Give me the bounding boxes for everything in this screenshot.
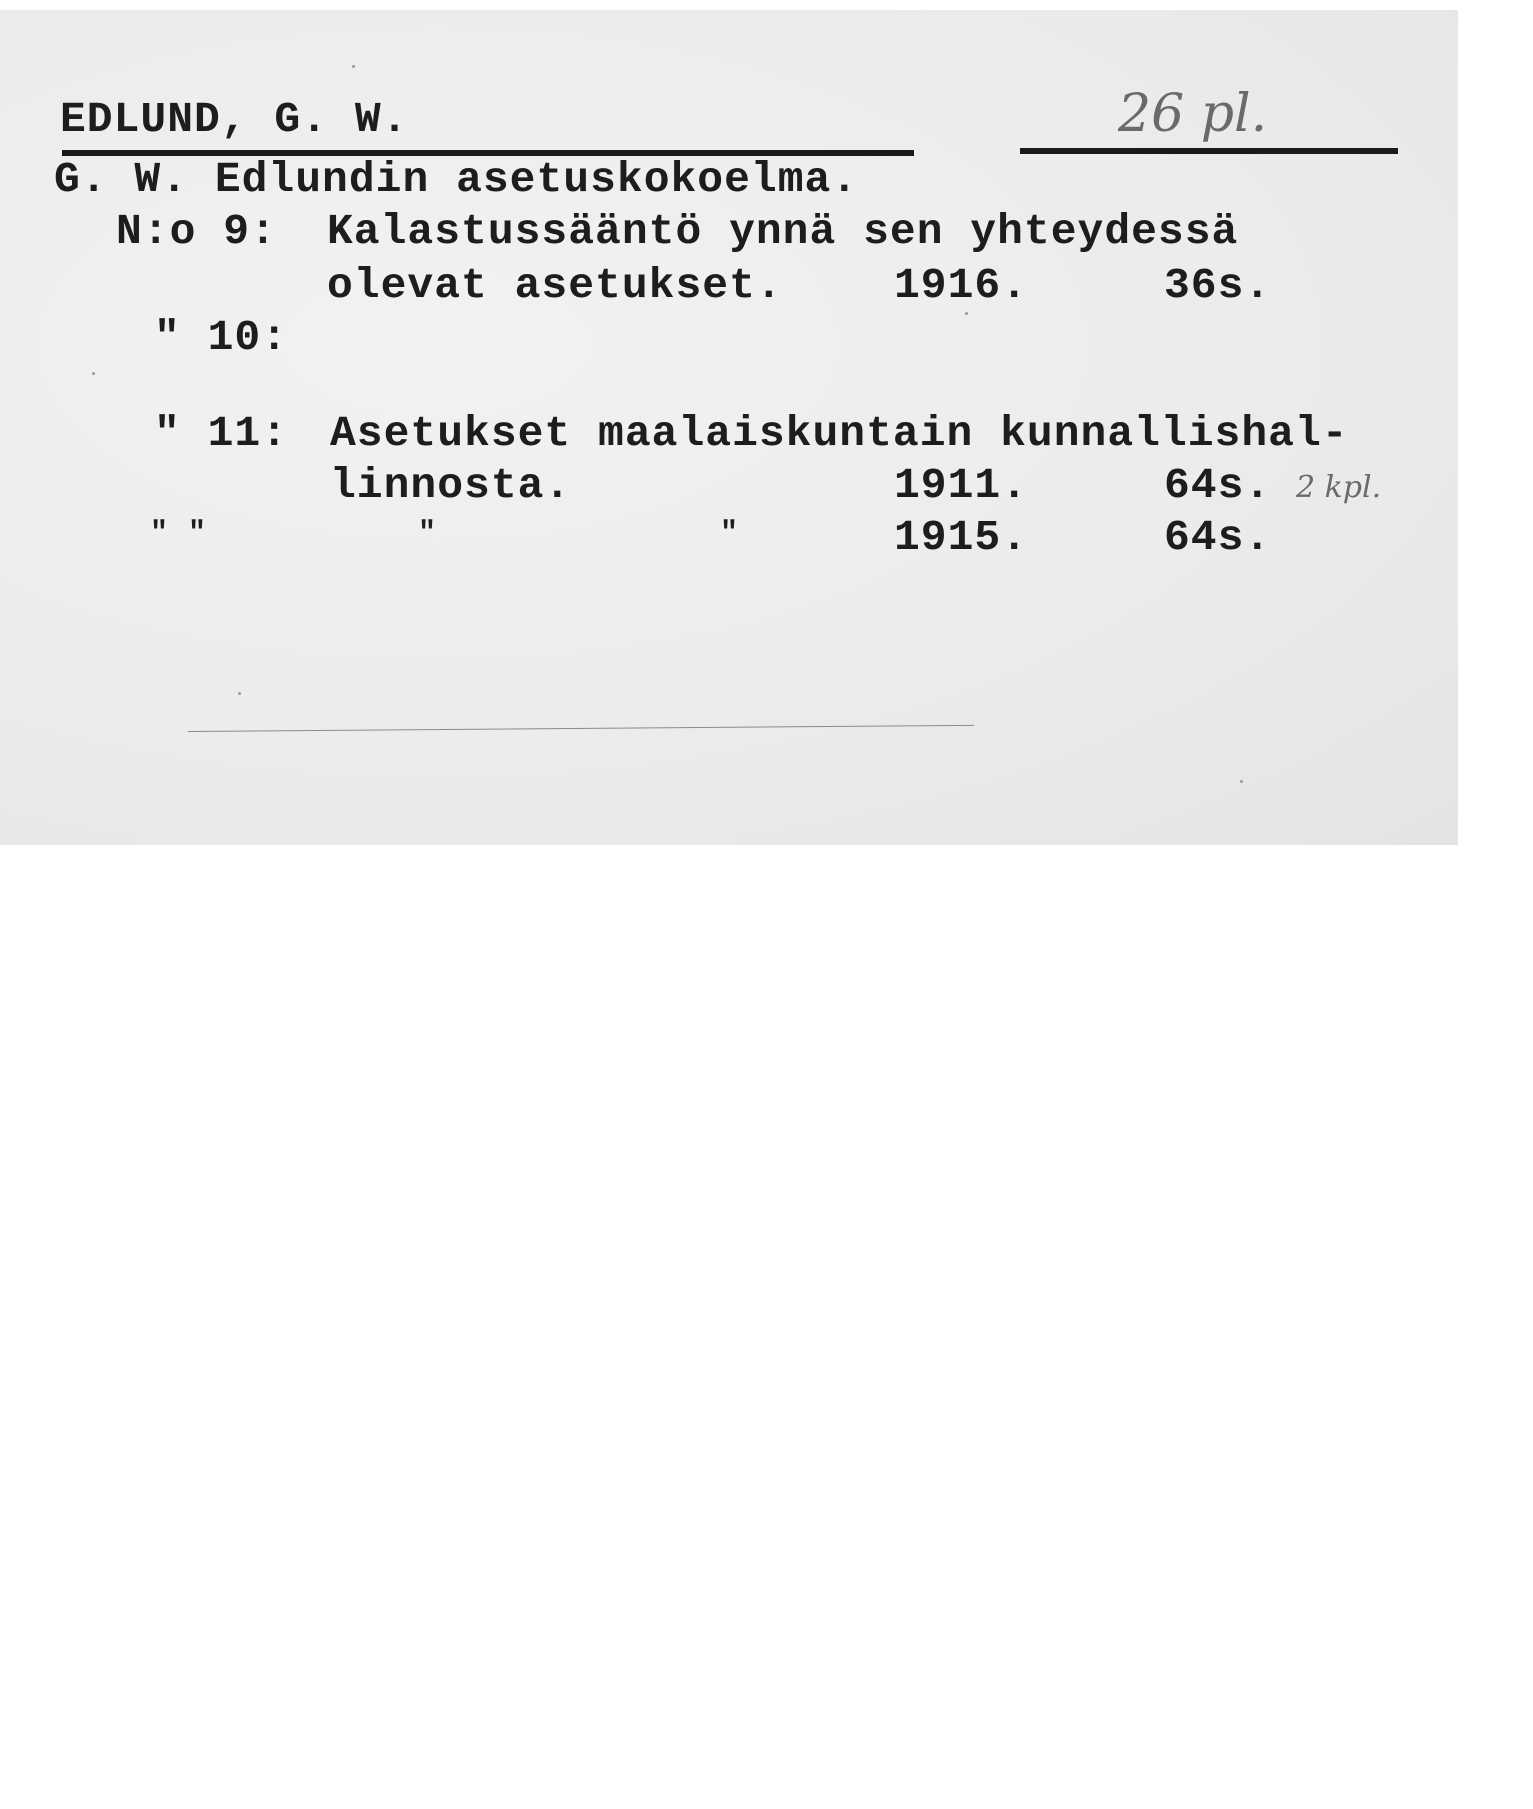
entry-11-pages: 64s.	[1164, 461, 1272, 510]
entry-11-number: " 11:	[154, 409, 289, 458]
entry-ditto-pages: 64s.	[1164, 513, 1272, 562]
entry-11-title-line2: linnosta.	[330, 461, 572, 510]
speck	[92, 372, 95, 375]
entry-9-number: N:o 9:	[116, 207, 277, 256]
entry-ditto-number: " "	[150, 517, 208, 551]
card-heading: EDLUND, G. W.	[60, 95, 409, 144]
speck	[352, 65, 355, 68]
entry-ditto-title: "	[418, 517, 438, 551]
call-number-underline	[1020, 148, 1398, 154]
speck	[1240, 780, 1243, 783]
speck	[238, 692, 241, 695]
call-number: 26 pl.	[1118, 84, 1268, 144]
entry-10-number: " 10:	[154, 313, 289, 362]
entry-11-title-line1: Asetukset maalaiskuntain kunnallishal-	[330, 409, 1349, 458]
entry-9-year: 1916.	[894, 261, 1029, 310]
entry-9-pages: 36s.	[1164, 261, 1272, 310]
entry-11-copies-note: 2 kpl.	[1296, 470, 1382, 505]
collection-title: G. W. Edlundin asetuskokoelma.	[54, 155, 859, 204]
speck	[965, 312, 968, 315]
entry-11-year: 1911.	[894, 461, 1029, 510]
catalog-card	[0, 10, 1458, 845]
entry-ditto-year: 1915.	[894, 513, 1029, 562]
bottom-rule	[188, 725, 974, 732]
entry-ditto-place: "	[720, 517, 740, 551]
entry-9-title-line1: Kalastussääntö ynnä sen yhteydessä	[327, 207, 1239, 256]
entry-9-title-line2: olevat asetukset.	[327, 261, 783, 310]
